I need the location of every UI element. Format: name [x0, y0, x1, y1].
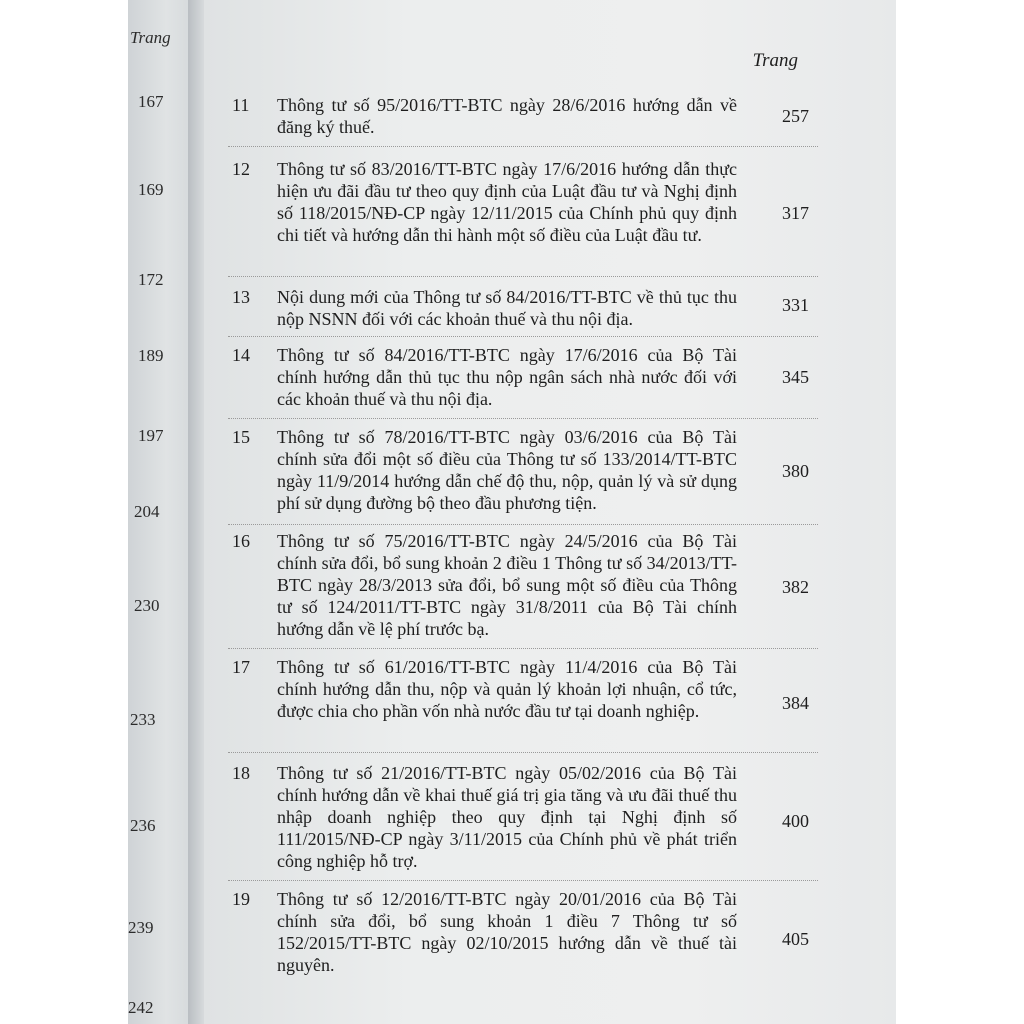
entry-divider	[228, 276, 818, 277]
entry-title: Thông tư số 12/2016/TT-BTC ngày 20/01/2016 của Bộ Tài chính sửa đổi, bổ sung khoản 1 điều 7 Thông tư số 152/2015/TT-BTC ngày 02/10/2015 hướng dẫn về thuế tài nguyên.	[277, 889, 737, 975]
entry-number: 17	[232, 657, 250, 677]
entry-page: 405	[782, 929, 809, 949]
entry-title: Thông tư số 83/2016/TT-BTC ngày 17/6/2016 hướng dẫn thực hiện ưu đãi đầu tư theo quy định của Luật đầu tư và Nghị định số 118/2015/NĐ-CP ngày 12/11/2015 của Chính phủ quy định chi tiết và hướng dẫn thi hành một số điều của Luật đầu tư.	[277, 159, 737, 245]
entry-divider	[228, 880, 818, 881]
entry-page: 384	[782, 693, 809, 713]
entry-divider	[228, 648, 818, 649]
entry-number: 12	[232, 159, 250, 179]
entry-number: 18	[232, 763, 250, 783]
previous-page-number: 169	[138, 180, 164, 199]
entry-title: Thông tư số 78/2016/TT-BTC ngày 03/6/2016 của Bộ Tài chính sửa đổi một số điều của Thông tư số 133/2014/TT-BTC ngày 11/9/2014 hướng dẫn chế độ thu, nộp, quản lý và sử dụng phí sử dụng đường bộ theo đầu phương tiện.	[277, 427, 737, 513]
right-background	[896, 0, 1024, 1024]
entry-number: 19	[232, 889, 250, 909]
entry-page: 317	[782, 203, 809, 223]
book-gutter	[188, 0, 204, 1024]
previous-page-edge	[128, 0, 192, 1024]
entry-page: 257	[782, 106, 809, 126]
entry-number: 15	[232, 427, 250, 447]
previous-page-number: 233	[130, 710, 156, 729]
entry-title: Thông tư số 84/2016/TT-BTC ngày 17/6/2016 của Bộ Tài chính hướng dẫn thủ tục thu nộp ngân sách nhà nước đối với các khoản thuế và thu nội địa.	[277, 345, 737, 409]
previous-page-number: 242	[128, 998, 154, 1017]
previous-page-header: Trang	[130, 28, 171, 47]
entry-number: 14	[232, 345, 250, 365]
entry-divider	[228, 418, 818, 419]
entry-title: Thông tư số 75/2016/TT-BTC ngày 24/5/2016 của Bộ Tài chính sửa đổi, bổ sung khoản 2 điều 1 Thông tư số 34/2013/TT-BTC ngày 28/3/2013 sửa đổi, bổ sung một số điều của Thông tư số 124/2011/TT-BTC ngày 31/8/2011 của Bộ Tài chính hướng dẫn về lệ phí trước bạ.	[277, 531, 737, 639]
entry-page: 382	[782, 577, 809, 597]
previous-page-number: 236	[130, 816, 156, 835]
entry-title: Thông tư số 61/2016/TT-BTC ngày 11/4/2016 của Bộ Tài chính hướng dẫn thu, nộp và quản lý khoản lợi nhuận, cổ tức, được chia cho phần vốn nhà nước đầu tư tại doanh nghiệp.	[277, 657, 737, 721]
entry-number: 13	[232, 287, 250, 307]
entry-number: 11	[232, 95, 250, 115]
entry-divider	[228, 752, 818, 753]
entry-title: Nội dung mới của Thông tư số 84/2016/TT-BTC về thủ tục thu nộp NSNN đối với các khoản thuế và thu nội địa.	[277, 287, 737, 329]
table-of-contents-page	[204, 0, 896, 1024]
entry-number: 16	[232, 531, 250, 551]
previous-page-number: 230	[134, 596, 160, 615]
entry-divider	[228, 336, 818, 337]
left-background	[0, 0, 128, 1024]
previous-page-number: 197	[138, 426, 164, 445]
previous-page-number: 167	[138, 92, 164, 111]
entry-title: Thông tư số 21/2016/TT-BTC ngày 05/02/2016 của Bộ Tài chính hướng dẫn về khai thuế giá trị gia tăng và ưu đãi thuế thu nhập doanh nghiệp theo quy định tại Nghị định số 111/2015/NĐ-CP ngày 3/11/2015 của Chính phủ về phát triển công nghiệp hỗ trợ.	[277, 763, 737, 871]
entry-title: Thông tư số 95/2016/TT-BTC ngày 28/6/2016 hướng dẫn về đăng ký thuế.	[277, 95, 737, 137]
previous-page-number: 189	[138, 346, 164, 365]
entry-divider	[228, 524, 818, 525]
entry-page: 380	[782, 461, 809, 481]
previous-page-number: 204	[134, 502, 160, 521]
previous-page-number: 239	[128, 918, 154, 937]
previous-page-number: 172	[138, 270, 164, 289]
page-column-header: Trang	[752, 50, 798, 71]
entry-divider	[228, 146, 818, 147]
entry-page: 345	[782, 367, 809, 387]
entry-page: 400	[782, 811, 809, 831]
entry-page: 331	[782, 295, 809, 315]
